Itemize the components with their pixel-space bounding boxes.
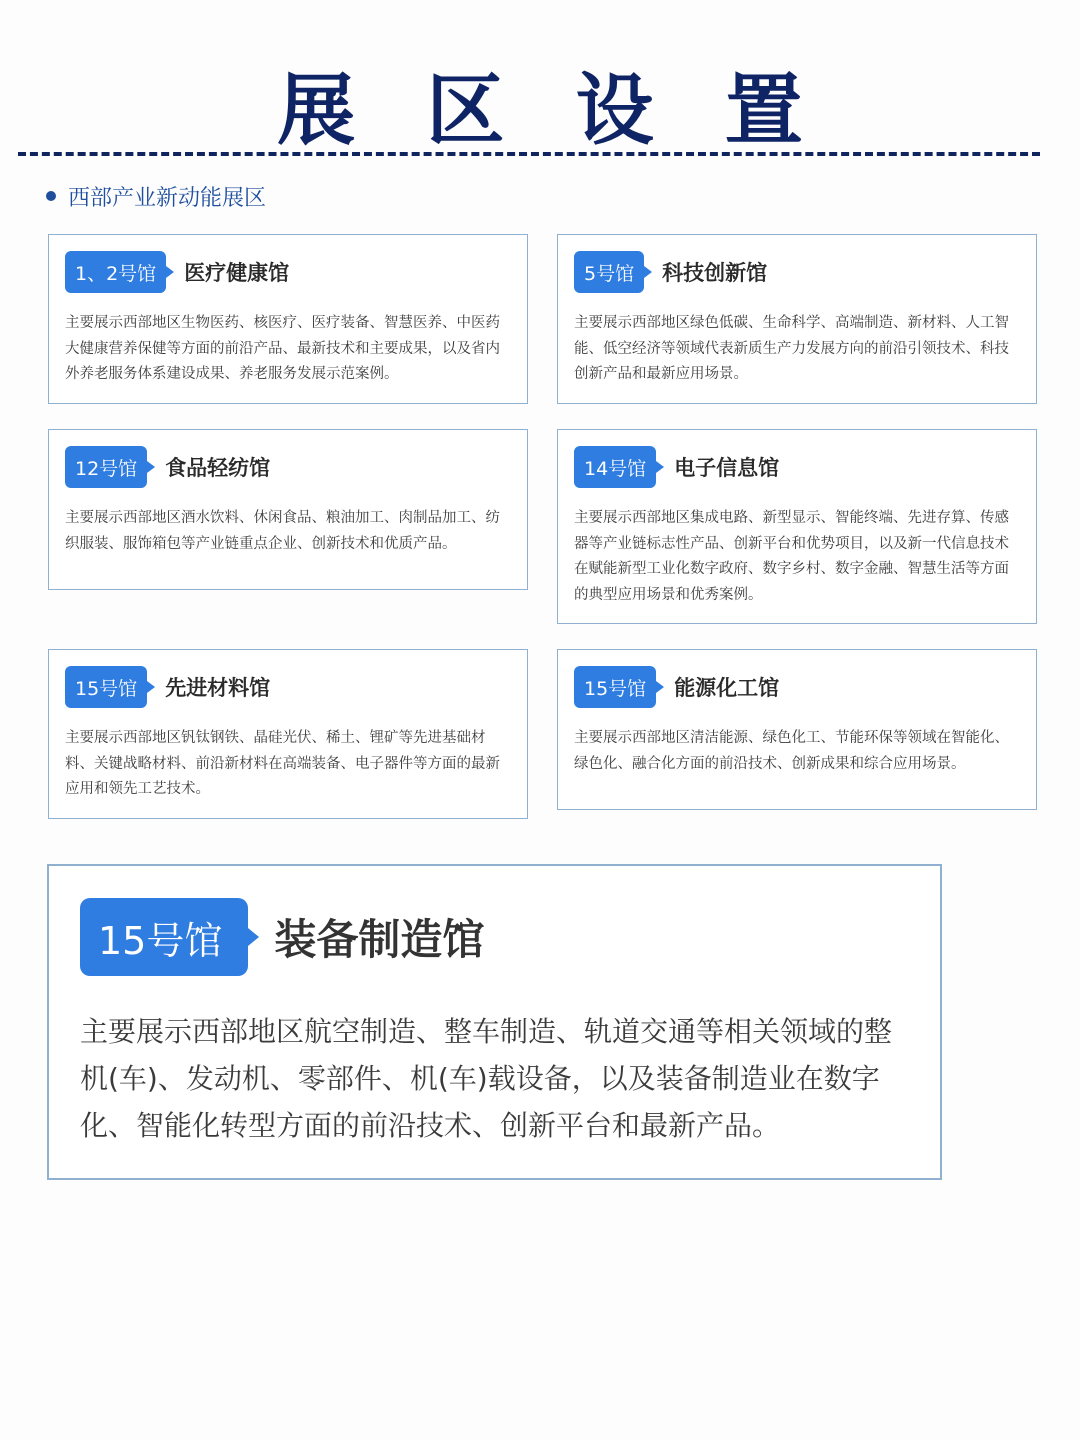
hall-description: 主要展示西部地区航空制造、整车制造、轨道交通等相关领域的整机(车)、发动机、零部件、机(车)载设备，以及装备制造业在数字化、智能化转型方面的前沿技术、创新平台和最新产品。 xyxy=(80,1015,893,1142)
hall-card-header xyxy=(65,666,270,708)
hall-card-materials xyxy=(48,649,528,819)
section-heading xyxy=(46,180,266,212)
hall-name: 电子信息馆 xyxy=(674,456,780,480)
hall-description: 主要展示西部地区绿色低碳、生命科学、高端制造、新材料、人工智能、低空经济等领域代表新质生产力发展方向的前沿引领技术、科技创新产品和最新应用场景。 xyxy=(574,315,1009,382)
hall-name: 先进材料馆 xyxy=(165,676,271,700)
hall-name: 食品轻纺馆 xyxy=(165,456,271,480)
hall-description: 主要展示西部地区生物医药、核医疗、医疗装备、智慧医养、中医药大健康营养保健等方面的前沿产品、最新技术和主要成果，以及省内外养老服务体系建设成果、养老服务发展示范案例。 xyxy=(65,315,500,382)
hall-card-food-textile xyxy=(48,429,528,590)
hall-card-header xyxy=(574,251,767,293)
hall-number-badge: 5号馆 xyxy=(574,251,644,293)
hall-name: 装备制造馆 xyxy=(274,915,485,964)
hall-number-badge: 15号馆 xyxy=(574,666,656,708)
page-title: 展 区 设 置 xyxy=(277,66,825,156)
hall-card-equipment xyxy=(47,864,942,1180)
section-label: 西部产业新动能展区 xyxy=(68,185,267,211)
hall-card-medical xyxy=(48,234,528,404)
hall-number-badge: 15号馆 xyxy=(65,666,147,708)
hall-card-electronics xyxy=(557,429,1037,624)
hall-card-tech xyxy=(557,234,1037,404)
bullet-dot-icon xyxy=(46,191,56,201)
hall-description: 主要展示西部地区集成电路、新型显示、智能终端、先进存算、传感器等产业链标志性产品、创新平台和优势项目，以及新一代信息技术在赋能新型工业化数字政府、数字乡村、数字金融、智慧生活等方面的典型应用场景和优秀案例。 xyxy=(574,510,1009,603)
hall-card-header xyxy=(65,446,270,488)
hall-number-badge: 12号馆 xyxy=(65,446,147,488)
hall-number-badge: 15号馆 xyxy=(80,898,248,976)
hall-description: 主要展示西部地区清洁能源、绿色化工、节能环保等领域在智能化、绿色化、融合化方面的前沿技术、创新成果和综合应用场景。 xyxy=(574,730,1009,772)
hall-card-header xyxy=(574,446,779,488)
hall-card-header xyxy=(80,898,484,976)
hall-card-header xyxy=(65,251,289,293)
hall-name: 科技创新馆 xyxy=(662,261,768,285)
hall-card-header xyxy=(574,666,779,708)
hall-number-badge: 1、2号馆 xyxy=(65,251,166,293)
dashed-divider xyxy=(18,152,1040,156)
hall-description: 主要展示西部地区酒水饮料、休闲食品、粮油加工、肉制品加工、纺织服装、服饰箱包等产业链重点企业、创新技术和优质产品。 xyxy=(65,510,500,552)
hall-name: 能源化工馆 xyxy=(674,676,780,700)
hall-description: 主要展示西部地区钒钛钢铁、晶硅光伏、稀土、锂矿等先进基础材料、关键战略材料、前沿新材料在高端装备、电子器件等方面的最新应用和领先工艺技术。 xyxy=(65,730,500,797)
hall-number-badge: 14号馆 xyxy=(574,446,656,488)
hall-card-energy-chemical xyxy=(557,649,1037,810)
hall-name: 医疗健康馆 xyxy=(184,261,290,285)
